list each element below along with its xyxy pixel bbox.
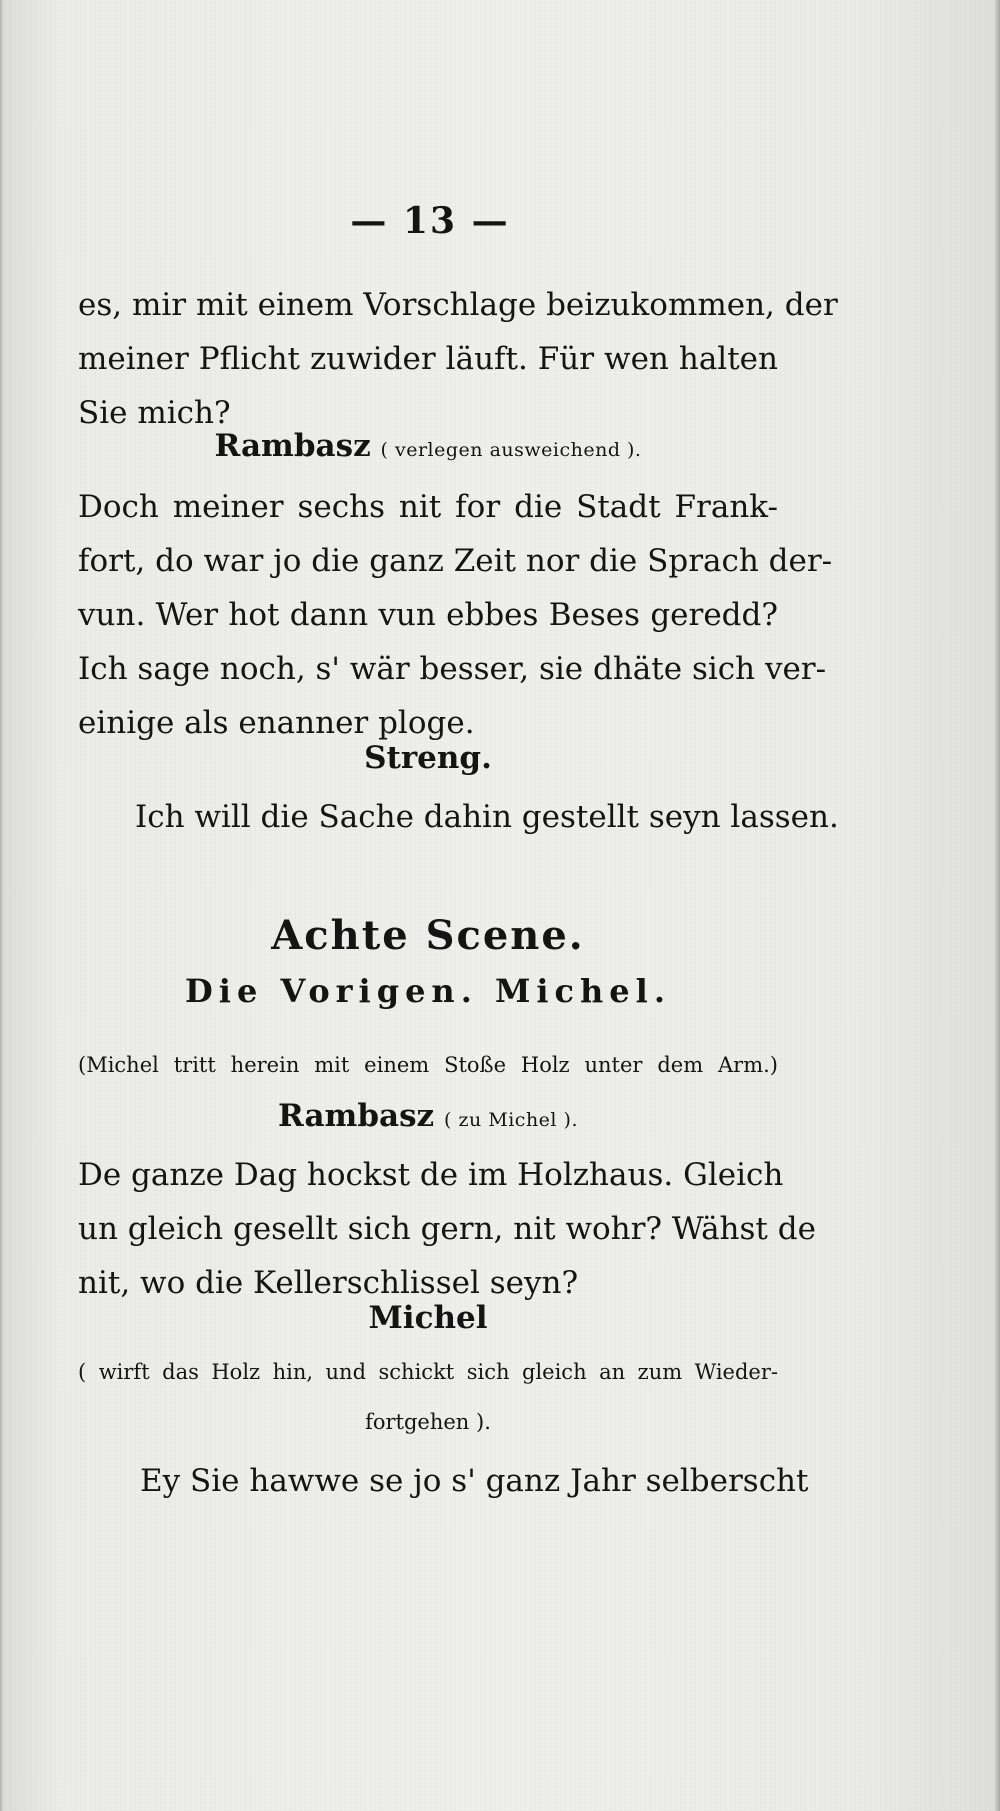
speaker-rambasz-2 bbox=[78, 1098, 778, 1134]
speaker-streng bbox=[78, 740, 778, 776]
stage-direction-2-cont: fortgehen ). bbox=[365, 1410, 491, 1434]
paragraph-2 bbox=[78, 480, 833, 750]
page-number: — 13 — bbox=[350, 200, 510, 242]
text-line: Ey Sie hawwe se jo s' ganz Jahr selberscht bbox=[140, 1463, 809, 1499]
speaker-name: Michel bbox=[368, 1300, 488, 1336]
paragraph-3 bbox=[135, 790, 839, 844]
text-line: einige als enanner ploge. bbox=[78, 705, 475, 741]
scene-title: Achte Scene. bbox=[271, 912, 585, 959]
text-line: Doch meiner sechs nit for die Stadt Frank- bbox=[78, 489, 778, 525]
speaker-name: Rambasz bbox=[214, 428, 371, 464]
speaker-michel bbox=[78, 1300, 778, 1336]
text-line: nit, wo die Kellerschlissel seyn? bbox=[78, 1265, 579, 1301]
text-line: Sie mich? bbox=[78, 395, 231, 431]
paragraph-4 bbox=[78, 1148, 816, 1310]
speaker-name: Rambasz bbox=[277, 1098, 435, 1134]
text-line: es, mir mit einem Vorschlage beizukommen, der bbox=[78, 287, 838, 323]
stage-direction-2: ( wirft das Holz hin, und schickt sich gleich an zum Wieder- bbox=[78, 1360, 778, 1384]
speaker-name: Streng. bbox=[364, 740, 492, 776]
text-line: De ganze Dag hockst de im Holzhaus. Gleich bbox=[78, 1157, 784, 1193]
text-line: Ich will die Sache dahin gestellt seyn lassen. bbox=[135, 799, 839, 835]
text-line: Ich sage noch, s' wär besser, sie dhäte sich ver- bbox=[78, 651, 827, 687]
text-line: vun. Wer hot dann vun ebbes Beses geredd? bbox=[78, 597, 778, 633]
text-line: fort, do war jo die ganz Zeit nor die Sprach der- bbox=[78, 543, 833, 579]
stage-direction: ( verlegen ausweichend ). bbox=[380, 439, 642, 461]
paragraph-5 bbox=[140, 1454, 809, 1508]
page-left-edge bbox=[0, 0, 4, 1811]
page-right-edge bbox=[994, 0, 1000, 1811]
stage-direction: ( zu Michel ). bbox=[444, 1109, 578, 1131]
text-line: meiner Pflicht zuwider läuft. Für wen halten bbox=[78, 341, 778, 377]
scene-cast: Die Vorigen. Michel. bbox=[185, 972, 671, 1010]
paragraph-1 bbox=[78, 278, 838, 440]
text-line: un gleich gesellt sich gern, nit wohr? Wähst de bbox=[78, 1211, 816, 1247]
stage-direction-1: (Michel tritt herein mit einem Stoße Holz unter dem Arm.) bbox=[78, 1053, 778, 1077]
speaker-rambasz-1 bbox=[78, 428, 778, 464]
